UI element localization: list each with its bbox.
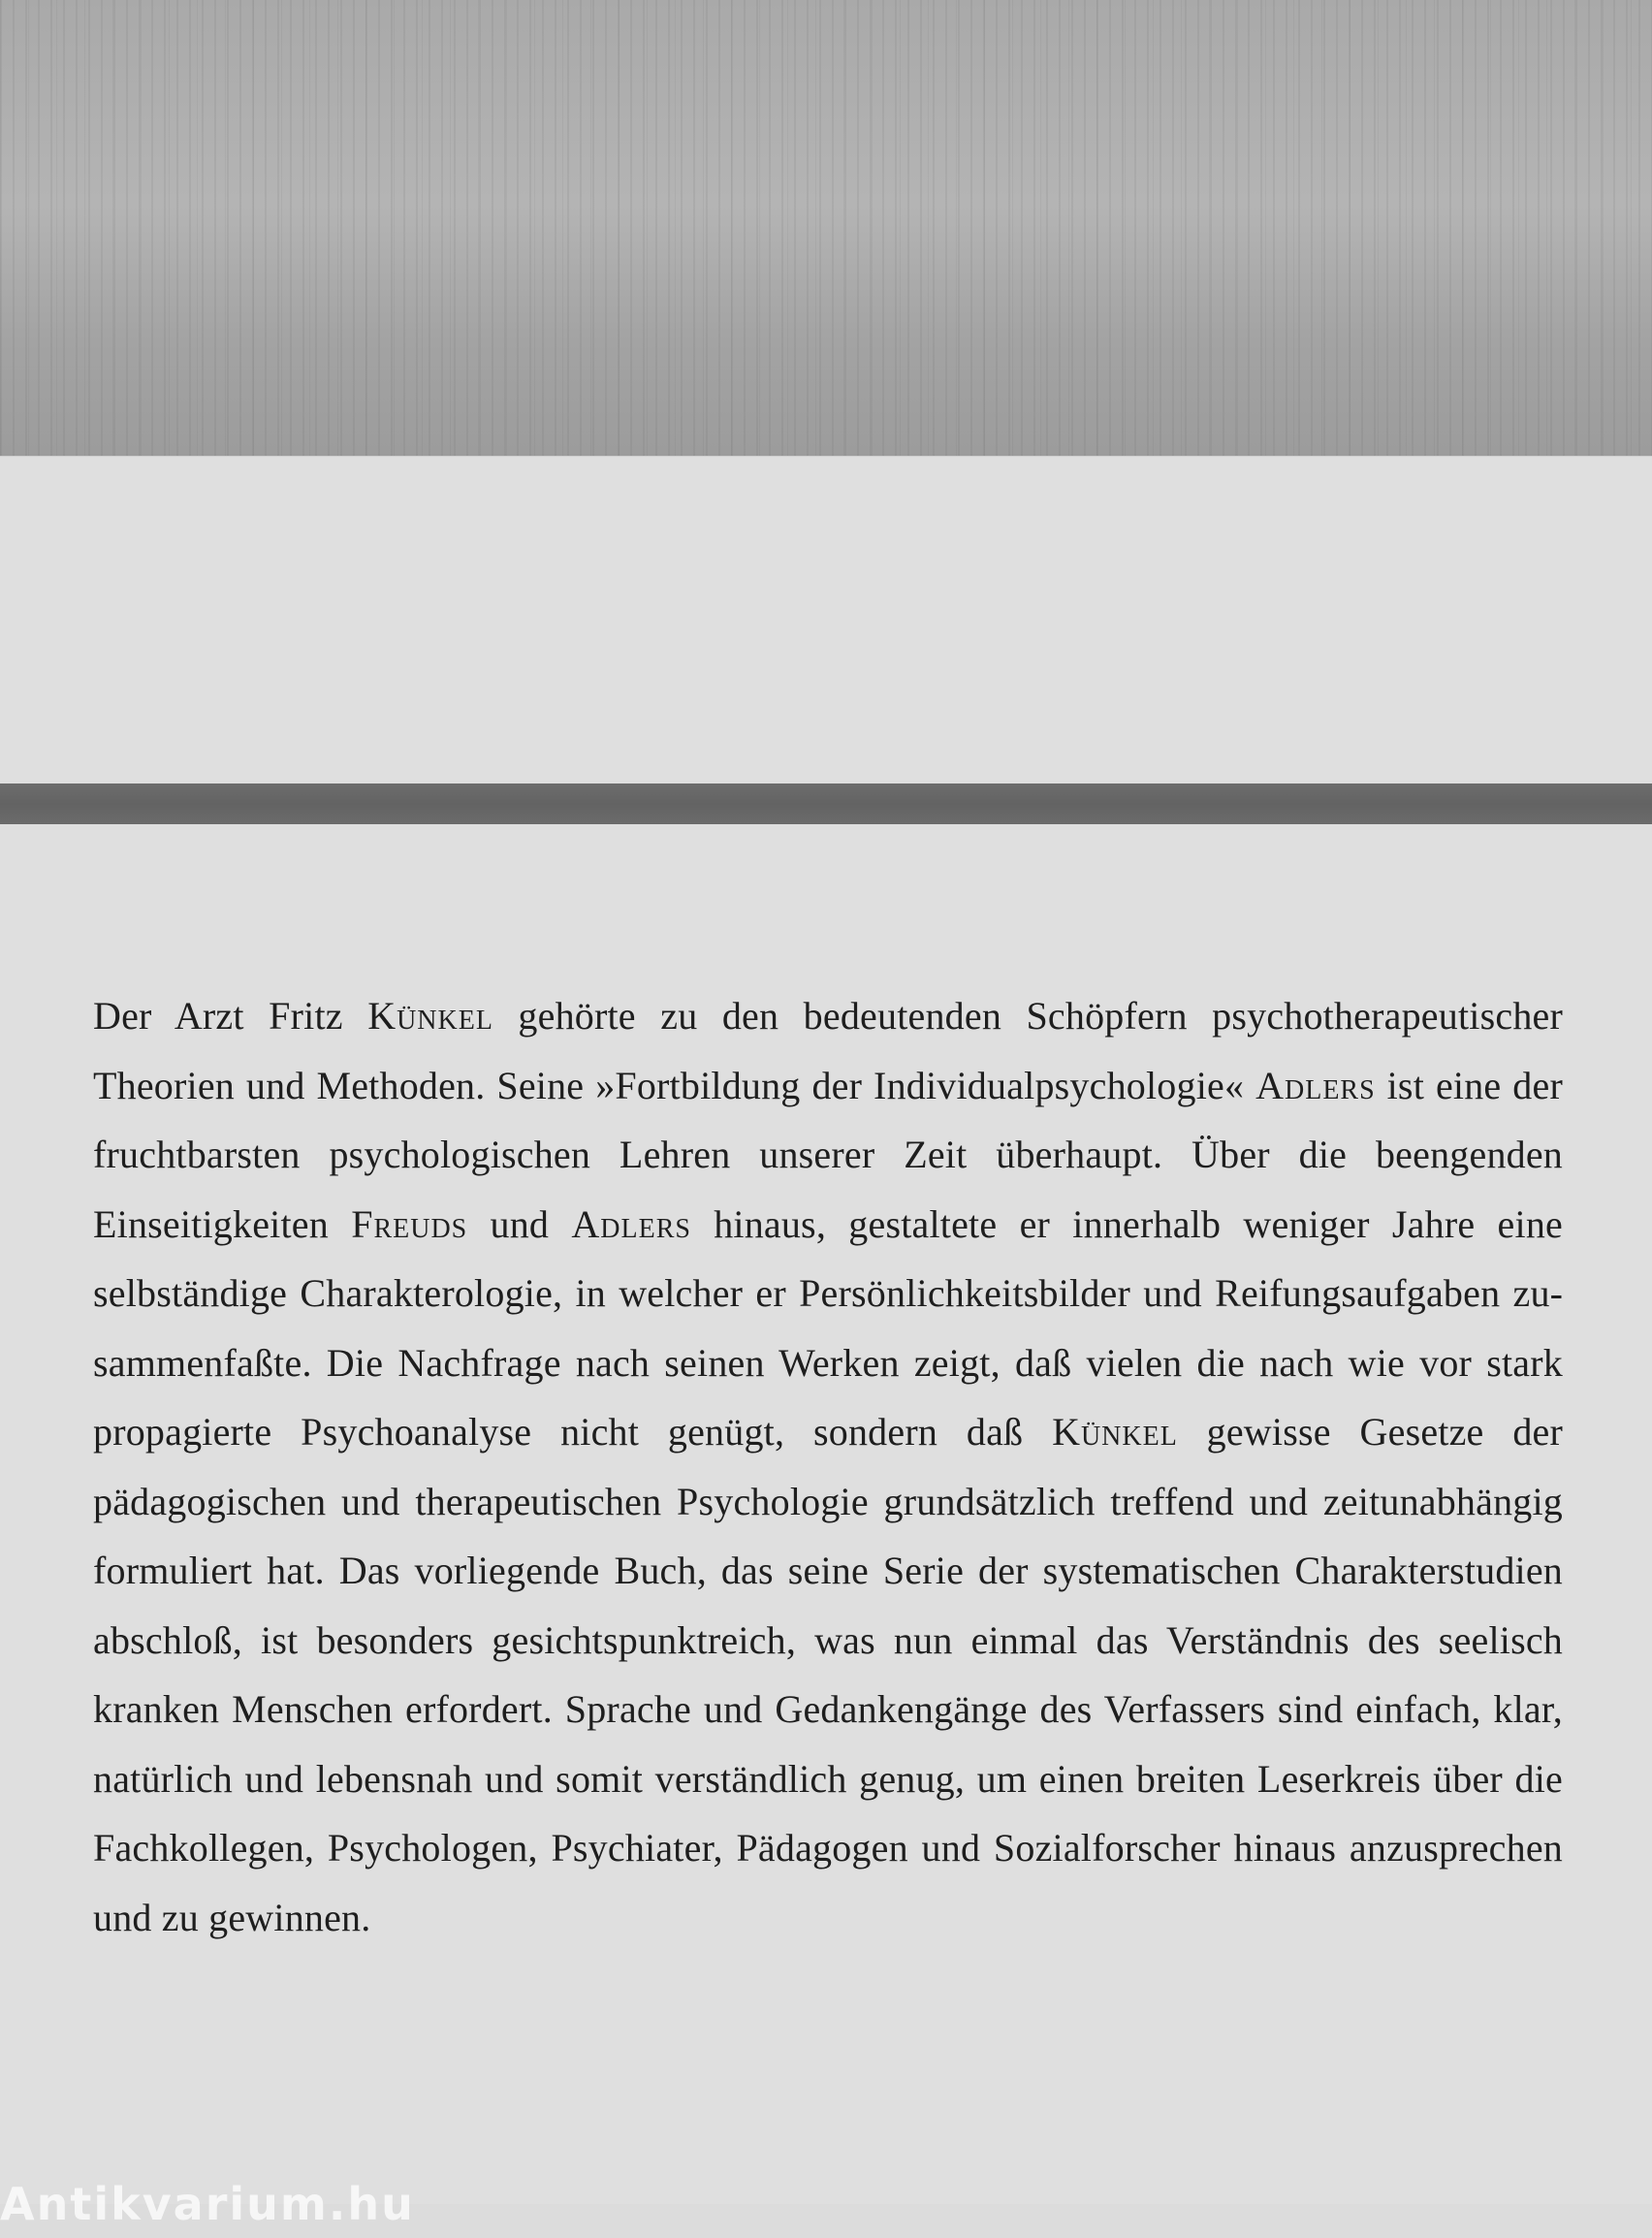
decorative-rule [0, 783, 1652, 824]
blurb-segment: gewisse Gesetze der pädagogischen und therapeutischen Psychologie grundsätzlich treffend und zeitunabhängig formuliert hat. Das vorliegende Buch, das seine Serie der systematischen Charakterstudien abschloß, ist besonders gesichtspunktreich, was nun einmal das Verständnis des seelisch kranken Menschen erfordert. Sprache und Gedankengänge des Verfassers sind einfach, klar, natürlich und lebensnah und somit verständlich genug, um einen breiten Leserkreis über die Fachkollegen, Psychologen, Psychiater, Pädagogen und Sozialforscher hinaus anzusprechen und zu gewinnen. [93, 1410, 1564, 1939]
blurb-segment: ist eine der fruchtbarsten psychologischen Lehren unserer Zeit überhaupt. Über die beengenden Einseitigkeiten [93, 1063, 1563, 1246]
author-name: Adlers [1255, 1063, 1376, 1107]
blurb-text [93, 981, 1563, 1952]
watermark: Antikvarium.hu [0, 2178, 415, 2230]
background-surface [0, 0, 1652, 456]
blurb-segment: gehörte zu den bedeutenden Schöpfern psychotherapeutischer Theorien und Methoden. Seine »Fortbildung der Individualpsychologie« [93, 994, 1563, 1107]
blurb-segment: hinaus, gestaltete er innerhalb weniger Jahre eine selbständige Charakterologie, in welcher er Persönlichkeitsbilder und Reifungsaufgaben zusammenfaßte. Die Nachfrage nach seinen Werken zeigt, daß vielen die nach wie vor stark propagierte Psychoanalyse nicht genügt, sondern daß [93, 1201, 1563, 1454]
author-name: Künkel [367, 994, 493, 1038]
author-name: Künkel [1052, 1410, 1178, 1454]
blurb-segment: Der Arzt Fritz [93, 994, 368, 1038]
author-name: Adlers [571, 1201, 691, 1246]
author-name: Freuds [351, 1201, 468, 1246]
blurb-segment: und [467, 1201, 572, 1246]
